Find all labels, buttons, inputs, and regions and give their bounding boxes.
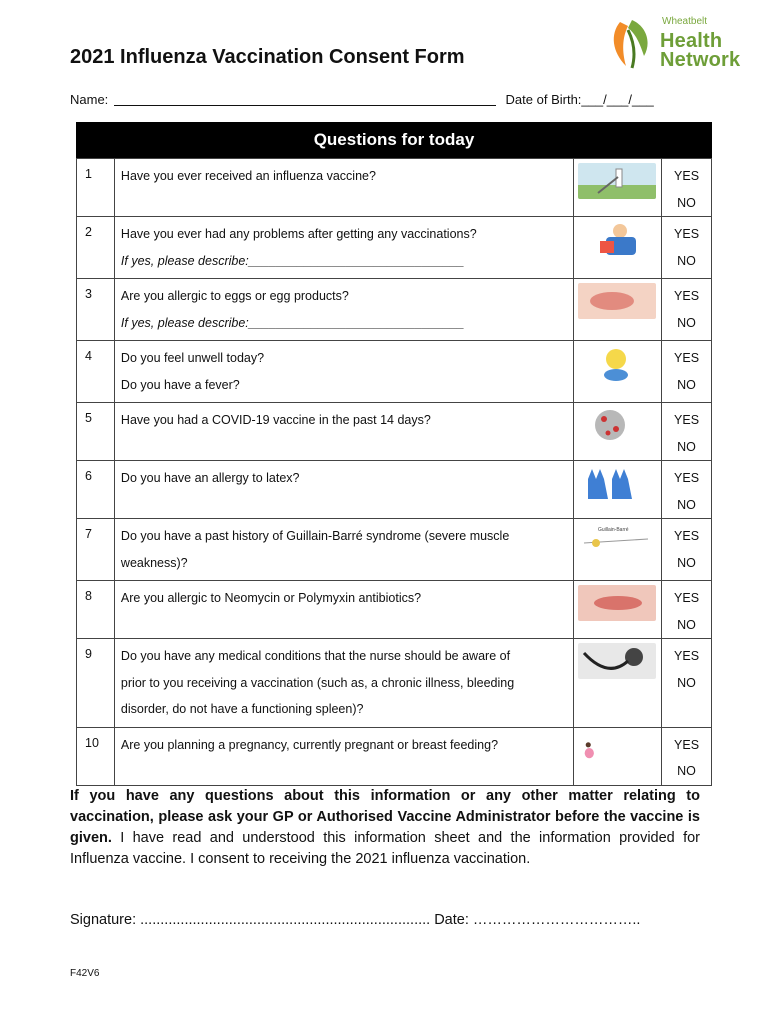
question-illustration <box>574 403 662 461</box>
yes-option[interactable]: YES <box>674 351 700 365</box>
leaf-logo-icon <box>606 16 656 70</box>
question-line: Do you have an allergy to latex? <box>120 471 300 485</box>
question-number: 7 <box>77 519 115 581</box>
consent-normal-text: I have read and understood this information sheet and the information provided for Influenza vaccine. I consent to receiving the 2021 influenza vaccination. <box>70 830 700 867</box>
question-text <box>114 581 573 639</box>
name-label: Name: <box>70 92 109 107</box>
yes-option[interactable]: YES <box>674 227 700 241</box>
no-option[interactable]: NO <box>677 253 696 268</box>
questions-table <box>76 158 712 786</box>
question-illustration <box>574 341 662 403</box>
question-row <box>77 403 712 461</box>
answer-options <box>662 461 712 519</box>
no-option[interactable]: NO <box>677 555 696 570</box>
question-illustration <box>574 461 662 519</box>
question-number: 9 <box>77 639 115 728</box>
question-number: 1 <box>77 159 115 217</box>
answer-options <box>662 581 712 639</box>
no-option[interactable]: NO <box>677 439 696 454</box>
consent-bold-text: If you have any questions about this information or any other matter relating to vaccination, please ask your GP or Authorised Vaccine Administrator before the vaccine is given. <box>70 788 700 846</box>
question-illustration <box>574 217 662 279</box>
health-network-logo <box>606 14 756 72</box>
answer-options <box>662 519 712 581</box>
form-code: F42V6 <box>70 968 100 979</box>
question-line: disorder, do not have a functioning spleen)? <box>120 702 364 716</box>
pregnant-woman-icon <box>578 757 618 771</box>
question-text <box>114 159 573 217</box>
yes-option[interactable]: YES <box>674 737 700 752</box>
fever-cartoon-icon <box>578 370 656 384</box>
question-number: 5 <box>77 403 115 461</box>
yes-option[interactable]: YES <box>674 169 700 183</box>
signature-date-line[interactable]: Signature: ........................................................................ Date: …………………………….. <box>70 912 641 928</box>
question-line: Do you have a fever? <box>120 377 240 392</box>
question-line: prior to you receiving a vaccination (such as, a chronic illness, bleeding <box>120 675 515 690</box>
question-number: 6 <box>77 461 115 519</box>
question-line[interactable]: If yes, please describe:_______________________________ <box>120 253 465 268</box>
question-line: Have you ever had any problems after getting any vaccinations? <box>120 227 477 241</box>
question-row <box>77 341 712 403</box>
yes-option[interactable]: YES <box>674 471 700 485</box>
question-text <box>114 217 573 279</box>
logo-network-text: Network <box>660 49 741 71</box>
name-field[interactable] <box>114 105 496 106</box>
sick-child-icon <box>578 246 656 260</box>
latex-gloves-icon <box>578 490 656 504</box>
yes-option[interactable]: YES <box>674 591 700 605</box>
nerve-diagram-icon <box>578 527 656 562</box>
virus-icon <box>578 432 656 446</box>
svg-text:Guillain-Barré: Guillain-Barré <box>598 527 629 533</box>
question-text <box>114 727 573 785</box>
no-option[interactable]: NO <box>677 377 696 392</box>
question-line: Do you have any medical conditions that the nurse should be aware of <box>120 649 511 663</box>
question-row <box>77 519 712 581</box>
question-line: Do you have a past history of Guillain-Barré syndrome (severe muscle <box>120 529 510 543</box>
question-number: 8 <box>77 581 115 639</box>
form-title: 2021 Influenza Vaccination Consent Form <box>70 46 465 68</box>
question-line: Have you had a COVID-19 vaccine in the past 14 days? <box>120 413 431 427</box>
question-row <box>77 279 712 341</box>
dob-label[interactable]: Date of Birth:___/___/___ <box>505 92 654 107</box>
question-illustration <box>574 159 662 217</box>
yes-option[interactable]: YES <box>674 649 700 663</box>
vaccine-injection-icon <box>578 188 656 202</box>
question-number: 2 <box>77 217 115 279</box>
question-illustration <box>574 519 662 581</box>
stethoscope-icon <box>578 668 656 682</box>
question-line: Are you allergic to Neomycin or Polymyxin antibiotics? <box>120 591 422 605</box>
question-row <box>77 727 712 785</box>
question-line: Are you allergic to eggs or egg products? <box>120 289 349 303</box>
question-illustration <box>574 581 662 639</box>
question-row <box>77 639 712 728</box>
no-option[interactable]: NO <box>677 764 696 778</box>
name-dob-row <box>70 92 654 107</box>
question-row <box>77 581 712 639</box>
question-text <box>114 519 573 581</box>
question-text <box>114 341 573 403</box>
answer-options <box>662 217 712 279</box>
question-text <box>114 639 573 728</box>
question-illustration <box>574 279 662 341</box>
question-row <box>77 217 712 279</box>
yes-option[interactable]: YES <box>674 529 700 543</box>
answer-options <box>662 159 712 217</box>
no-option[interactable]: NO <box>677 675 696 690</box>
no-option[interactable]: NO <box>677 497 696 512</box>
question-line: Do you feel unwell today? <box>120 351 265 365</box>
question-line: weakness)? <box>120 555 188 570</box>
yes-option[interactable]: YES <box>674 413 700 427</box>
question-number: 10 <box>77 727 115 785</box>
yes-option[interactable]: YES <box>674 289 700 303</box>
answer-options <box>662 639 712 728</box>
question-line[interactable]: If yes, please describe:_______________________________ <box>120 315 465 330</box>
answer-options <box>662 279 712 341</box>
question-text <box>114 403 573 461</box>
no-option[interactable]: NO <box>677 315 696 330</box>
skin-rash-icon <box>578 308 656 322</box>
question-row <box>77 461 712 519</box>
logo-region-text: Wheatbelt <box>662 16 708 27</box>
question-illustration <box>574 639 662 728</box>
answer-options <box>662 727 712 785</box>
no-option[interactable]: NO <box>677 195 696 210</box>
question-row <box>77 159 712 217</box>
question-text <box>114 279 573 341</box>
no-option[interactable]: NO <box>677 617 696 632</box>
logo-health-text: Health <box>660 30 723 52</box>
answer-options <box>662 341 712 403</box>
question-illustration <box>574 727 662 785</box>
answer-options <box>662 403 712 461</box>
question-number: 4 <box>77 341 115 403</box>
questions-header: Questions for today <box>76 122 712 158</box>
allergy-skin-icon <box>578 610 656 624</box>
question-number: 3 <box>77 279 115 341</box>
consent-statement <box>70 786 700 870</box>
question-line: Have you ever received an influenza vaccine? <box>120 169 376 183</box>
question-text <box>114 461 573 519</box>
question-line: Are you planning a pregnancy, currently pregnant or breast feeding? <box>120 737 499 752</box>
